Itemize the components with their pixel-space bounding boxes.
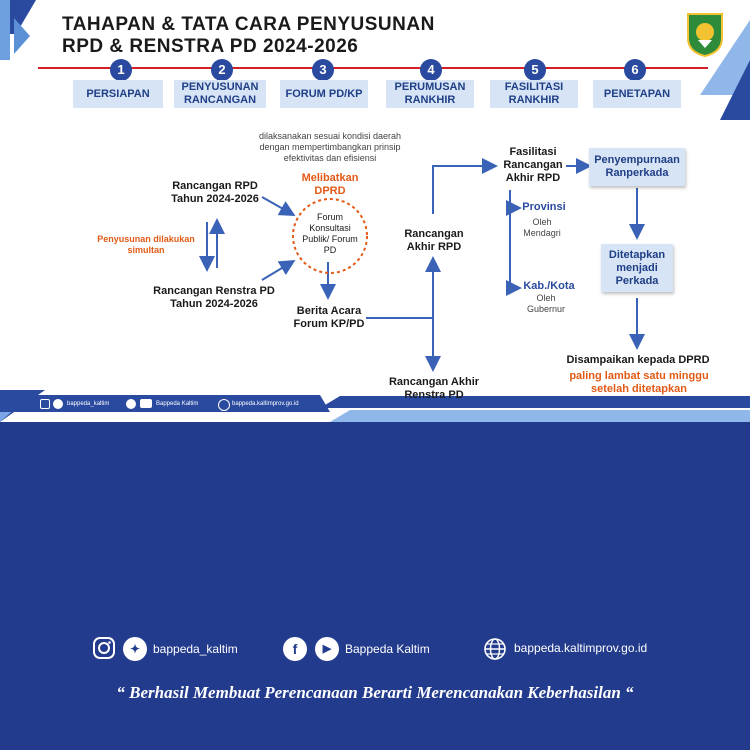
twitter-icon: ✦ [123,637,147,661]
footer-quote: “ Berhasil Membuat Perencanaan Berarti Merencanakan Keberhasilan “ [116,683,634,702]
step-label-persiapan: PERSIAPAN [73,80,163,108]
berita-acara-label: Berita Acara Forum KP/PD [293,305,365,330]
globe-icon [483,637,507,661]
penyempurnaan-box: Penyempurnaan Ranperkada [589,148,685,186]
facebook-icon-small [126,399,136,409]
footer-handle[interactable]: bappeda_kaltim [153,642,238,656]
footer-web[interactable]: bappeda.kaltimprov.go.id [514,641,648,655]
youtube-icon-small [140,399,152,408]
step-label-forum: FORUM PD/KP [280,80,368,108]
youtube-icon: ▶ [315,637,339,661]
step-label-fasilitasi: FASILITASI RANKHIR [490,80,578,108]
step-label-penetapan: PENETAPAN [593,80,681,108]
kabkota-label: Kab./Kota [523,280,575,292]
step-number-1: 1 [110,59,132,81]
web-small: bappeda.kaltimprov.go.id [232,401,299,407]
oleh-mendagri-label: Oleh Mendagri [523,217,561,238]
step-number-6: 6 [624,59,646,81]
step-number-3: 3 [312,59,334,81]
facebook-icon: f [283,637,307,661]
instagram-icon-small [40,399,50,409]
paling-lambat-note: paling lambat satu minggu setelah ditetapkan [569,370,709,395]
footer-name[interactable]: Bappeda Kaltim [345,642,430,656]
rancangan-renstra-label: Rancangan Renstra PD Tahun 2024-2026 [153,285,275,310]
rancangan-akhir-renstra-label: Rancangan Akhir Renstra PD [388,376,480,401]
step-label-perumusan: PERUMUSAN RANKHIR [386,80,474,108]
oleh-gubernur-label: Oleh Gubernur [526,293,566,314]
page-title-line1: TAHAPAN & TATA CARA PENYUSUNAN [62,14,435,35]
rancangan-rpd-label: Rancangan RPD Tahun 2024-2026 [171,180,259,205]
melibatkan-dprd-label: Melibatkan DPRD [301,172,359,197]
step-number-4: 4 [420,59,442,81]
page-title-line2: RPD & RENSTRA PD 2024-2026 [62,36,359,57]
handle-small: bappeda_kaltim [67,401,110,407]
forum-konsultasi-label: Forum Konsultasi Publik/ Forum PD [302,212,358,255]
name-small: Bappeda Kaltim [156,401,199,407]
fasilitasi-label: Fasilitasi Rancangan Akhir RPD [503,146,563,184]
note-efektivitas: dilaksanakan sesuai kondisi daerah dengan mempertimbangkan prinsip efektivitas dan efisiensi [258,131,402,163]
disampaikan-label: Disampaikan kepada DPRD [566,354,710,366]
step-label-penyusunan: PENYUSUNAN RANCANGAN [174,80,266,108]
step-number-5: 5 [524,59,546,81]
twitter-icon-small [53,399,63,409]
simultan-note: Penyusunan dilakukan simultan [97,234,195,255]
step-number-2: 2 [211,59,233,81]
ditetapkan-box: Ditetapkan menjadi Perkada [601,244,673,292]
provinsi-label: Provinsi [522,201,566,213]
rancangan-akhir-rpd-label: Rancangan Akhir RPD [404,228,464,253]
globe-icon-small [218,399,230,411]
instagram-icon [92,636,116,660]
